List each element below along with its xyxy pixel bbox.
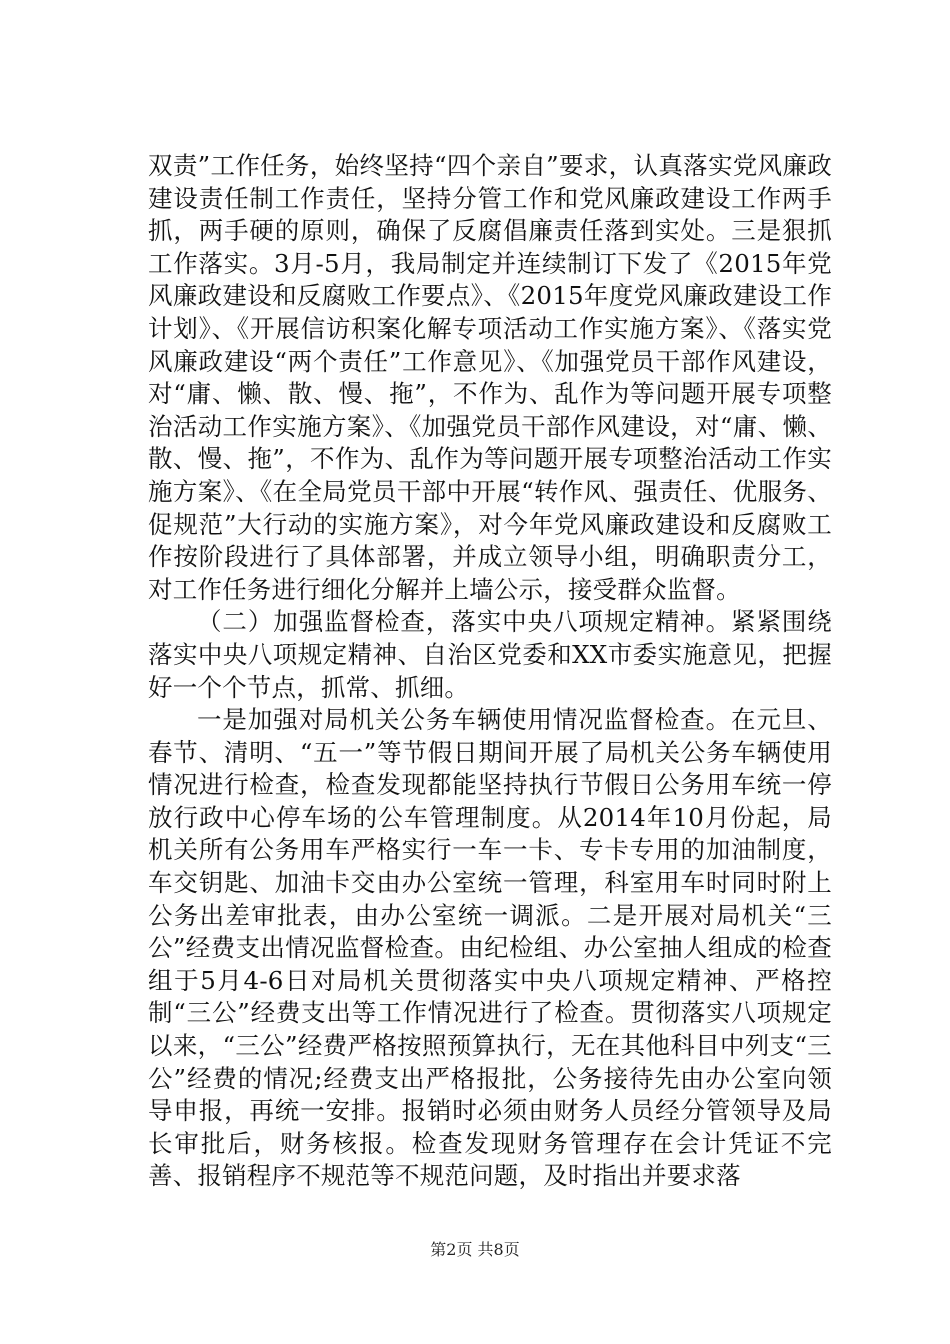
paragraph-1: 双责”工作任务，始终坚持“四个亲自”要求，认真落实党风廉政建设责任制工作责任，坚持分管工作和党风廉政建设工作两手抓，两手硬的原则，确保了反腐倡廉责任落到实处。三是狠抓工作落实。3月-5月，我局制定并连续制订下发了《2015年党风廉政建设和反腐败工作要点》、《2015年度党风廉政建设工作计划》、《开展信访积案化解专项活动工作实施方案》、《落实党风廉政建设“两个责任”工作意见》、《加强党员干部作风建设，对“庸、懒、散、慢、拖”，不作为、乱作为等问题开展专项整治活动工作实施方案》、《加强党员干部作风建设，对“庸、懒、散、慢、拖”，不作为、乱作为等问题开展专项整治活动工作实施方案》、《在全局党员干部中开展“转作风、强责任、优服务、促规范”大行动的实施方案》，对今年党风廉政建设和反腐败工作按阶段进行了具体部署，并成立领导小组，明确职责分工，对工作任务进行细化分解并上墙公示，接受群众监督。 [148, 151, 832, 604]
page-footer: 第2页 共8页 [430, 1240, 520, 1259]
paragraph-2: （二）加强监督检查，落实中央八项规定精神。紧紧围绕落实中央八项规定精神、自治区党委和XX市委实施意见，把握好一个个节点，抓常、抓细。 [148, 607, 832, 702]
paragraph-3: 一是加强对局机关公务车辆使用情况监督检查。在元旦、春节、清明、“五一”等节假日期间开展了局机关公务车辆使用情况进行检查，检查发现都能坚持执行节假日公务用车统一停放行政中心停车场的公车管理制度。从2014年10月份起，局机关所有公务用车严格实行一车一卡、专卡专用的加油制度，车交钥匙、加油卡交由办公室统一管理，科室用车时同时附上公务出差审批表，由办公室统一调派。二是开展对局机关“三公”经费支出情况监督检查。由纪检组、办公室抽人组成的检查组于5月4-6日对局机关贯彻落实中央八项规定精神、严格控制“三公”经费支出等工作情况进行了检查。贯彻落实八项规定以来，“三公”经费严格按照预算执行，无在其他科目中列支“三公”经费的情况;经费支出严格报批，公务接待先由办公室向领导申报，再统一安排。报销时必须由财务人员经分管领导及局长审批后，财务核报。检查发现财务管理存在会计凭证不完善、报销程序不规范等不规范问题，及时指出并要求落 [148, 705, 832, 1191]
document-body [148, 150, 832, 1193]
